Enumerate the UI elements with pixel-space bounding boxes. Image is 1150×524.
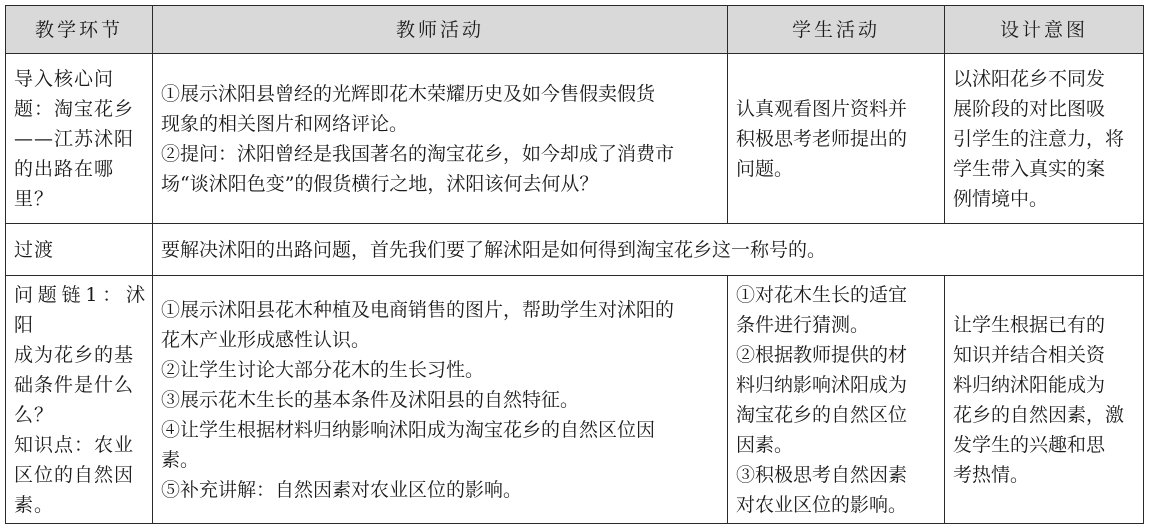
text-line: 积极思考老师提出的 (736, 127, 908, 150)
text-line: 素。 (161, 448, 200, 471)
text-line: 里？ (14, 187, 55, 210)
text-line: 要解决沭阳的出路问题，首先我们要了解沭阳是如何得到淘宝花乡这一称号的。 (161, 238, 827, 261)
text-line: 知识并结合相关资 (953, 343, 1106, 366)
text-line: 因素。 (736, 433, 794, 456)
text-line: 素。 (14, 493, 55, 516)
header-teacher: 教师活动 (153, 6, 728, 54)
header-intent: 设计意图 (945, 6, 1144, 54)
text-line: 知识点：农业 (14, 433, 135, 456)
text-line: ——江苏沭阳 (14, 127, 135, 150)
text-line: 学生带入真实的案 (953, 157, 1106, 180)
text-line: ①对花木生长的适宜 (736, 283, 908, 306)
text-line: 让学生根据已有的 (953, 313, 1106, 336)
text-line: ④让学生根据材料归纳影响沭阳成为淘宝花乡的自然区位因 (161, 418, 656, 441)
table-row (6, 276, 1144, 524)
text-line: ②让学生讨论大部分花木的生长习性。 (161, 358, 485, 381)
text-line: ⑤补充讲解：自然因素对农业区位的影响。 (161, 478, 523, 501)
text-line: ①展示沭阳县曾经的光辉即花木荣耀历史及如今售假卖假货 (161, 82, 656, 105)
text-line: 问题链1：沭阳 (14, 283, 146, 336)
stage-cell (6, 224, 153, 276)
text-line: ③展示花木生长的基本条件及沭阳县的自然特征。 (161, 388, 580, 411)
text-line: 例情境中。 (953, 187, 1049, 210)
text-line: 引学生的注意力，将 (953, 127, 1125, 150)
text-line: 问题。 (736, 157, 794, 180)
text-line: 区位的自然因 (14, 463, 135, 486)
text-line: 的出路在哪 (14, 157, 115, 180)
student-cell (728, 276, 945, 524)
text-line: ②提问：沭阳曾经是我国著名的淘宝花乡，如今却成了消费市 (161, 142, 675, 165)
text-line: 淘宝花乡的自然区位 (736, 403, 908, 426)
table-row (6, 54, 1144, 224)
intent-cell (945, 54, 1144, 224)
text-line: 导入核心问 (14, 67, 115, 90)
text-line: 么？ (14, 403, 55, 426)
header-student: 学生活动 (728, 6, 945, 54)
text-line: ①展示沭阳县花木种植及电商销售的图片，帮助学生对沭阳的 (161, 298, 675, 321)
intent-cell (945, 276, 1144, 524)
text-line: ②根据教师提供的材 (736, 343, 908, 366)
text-line: 对农业区位的影响。 (736, 493, 908, 516)
text-line: 现象的相关图片和网络评论。 (161, 112, 409, 135)
teacher-cell (153, 276, 728, 524)
text-line: 花木产业形成感性认识。 (161, 328, 371, 351)
text-line: 花乡的自然因素，激 (953, 403, 1125, 426)
stage-cell (6, 276, 153, 524)
stage-cell (6, 54, 153, 224)
text-line: 展阶段的对比图吸 (953, 97, 1106, 120)
text-line: 认真观看图片资料并 (736, 97, 908, 120)
text-line: 考热情。 (953, 463, 1030, 486)
header-row (6, 6, 1144, 54)
text-line: 题：淘宝花乡 (14, 97, 135, 120)
text-line: 础条件是什么 (14, 373, 135, 396)
teacher-cell (153, 54, 728, 224)
student-cell (728, 54, 945, 224)
text-line: ③积极思考自然因素 (736, 463, 908, 486)
text-line: 料归纳影响沭阳成为 (736, 373, 908, 396)
text-line: 过渡 (14, 238, 55, 261)
lesson-plan-table (5, 5, 1144, 524)
header-stage: 教学环节 (6, 6, 153, 54)
text-line: 成为花乡的基 (14, 343, 135, 366)
table-row (6, 224, 1144, 276)
text-line: 料归纳沭阳能成为 (953, 373, 1106, 396)
text-line: 以沭阳花乡不同发 (953, 67, 1106, 90)
text-line: 发学生的兴趣和思 (953, 433, 1106, 456)
text-line: 条件进行猜测。 (736, 313, 870, 336)
text-line: 场“谈沭阳色变”的假货横行之地，沭阳该何去何从？ (161, 172, 599, 195)
transition-cell (153, 224, 1144, 276)
